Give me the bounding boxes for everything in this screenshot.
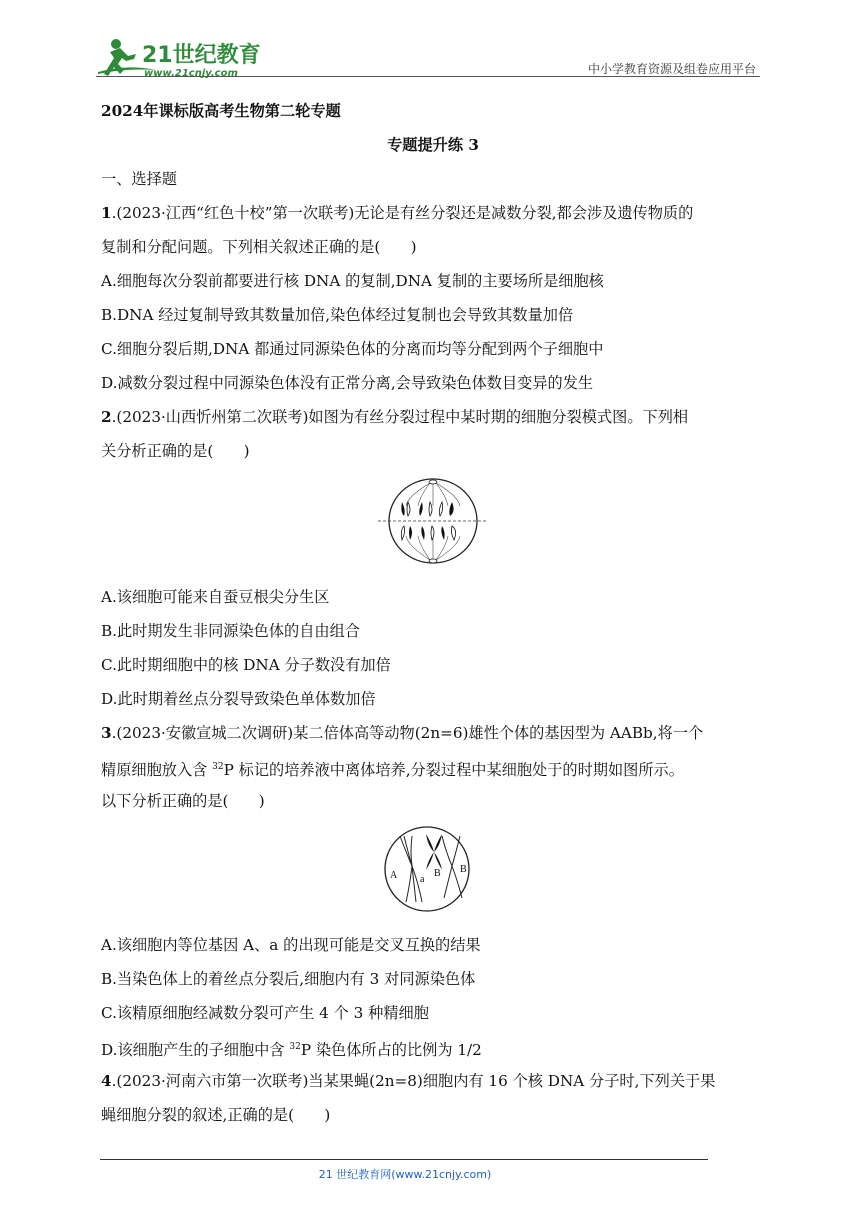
q3-option-a: A.该细胞内等位基因 A、a 的出现可能是交叉互换的结果 [101, 936, 481, 954]
q3-option-c: C.该精原细胞经减数分裂可产生 4 个 3 种精细胞 [101, 1004, 429, 1022]
meiosis-cell-figure [382, 824, 472, 914]
page-header [96, 34, 760, 80]
gene-label-A: A [390, 870, 398, 881]
q2-option-d: D.此时期着丝点分裂导致染色单体数加倍 [101, 690, 376, 708]
gene-label-B: B [460, 864, 467, 875]
gene-label-a: a [420, 874, 425, 885]
question-1-stem-cont: 复制和分配问题。下列相关叙述正确的是( ) [101, 238, 417, 256]
logo-21cnjy [96, 34, 266, 80]
svg-text:www.21cnjy.com: www.21cnjy.com [144, 68, 238, 79]
q3-option-b: B.当染色体上的着丝点分裂后,细胞内有 3 对同源染色体 [101, 970, 476, 988]
question-text: .(2023·江西“红色十校”第一次联考)无论是有丝分裂还是减数分裂,都会涉及遗传物质的 [111, 204, 694, 222]
isotope-superscript: 32 [212, 762, 224, 772]
option-text: D.该细胞产生的子细胞中含 [101, 1041, 290, 1060]
question-4-stem [101, 1070, 765, 1092]
question-number: 1 [101, 204, 112, 222]
question-1-stem [101, 202, 765, 224]
question-number: 3 [101, 724, 112, 742]
question-3-stem-cont2: 以下分析正确的是( ) [101, 792, 265, 810]
doc-subtitle: 专题提升练 3 [387, 136, 479, 154]
q1-option-b: B.DNA 经过复制导致其数量加倍,染色体经过复制也会导致其数量加倍 [101, 306, 574, 324]
question-4-stem-cont: 蝇细胞分裂的叙述,正确的是( ) [101, 1106, 331, 1124]
question-2-stem [101, 406, 765, 428]
doc-title: 2024年课标版高考生物第二轮专题 [101, 102, 341, 120]
q2-option-a: A.该细胞可能来自蚕豆根尖分生区 [101, 588, 330, 606]
isotope-superscript: 32 [289, 1042, 301, 1052]
question-text: .(2023·河南六市第一次联考)当某果蝇(2n=8)细胞内有 16 个核 DNA 分子时,下列关于果 [111, 1072, 716, 1090]
section-heading: 一、选择题 [101, 170, 177, 188]
svg-text:21世纪教育: 21世纪教育 [142, 43, 261, 68]
q1-option-d: D.减数分裂过程中同源染色体没有正常分离,会导致染色体数目变异的发生 [101, 374, 594, 392]
q3-option-d [101, 1036, 765, 1058]
q2-option-b: B.此时期发生非同源染色体的自由组合 [101, 622, 360, 640]
q1-option-a: A.细胞每次分裂前都要进行核 DNA 的复制,DNA 复制的主要场所是细胞核 [101, 272, 604, 290]
q1-option-c: C.细胞分裂后期,DNA 都通过同源染色体的分离而均等分配到两个子细胞中 [101, 340, 604, 358]
document-body [101, 100, 765, 1138]
option-text: P 染色体所占的比例为 1/2 [300, 1041, 482, 1060]
question-2-stem-cont: 关分析正确的是( ) [101, 442, 250, 460]
question-text: .(2023·安徽宣城二次调研)某二倍体高等动物(2n=6)雄性个体的基因型为 AABb,将一个 [111, 724, 704, 742]
question-3-stem-cont [101, 756, 765, 778]
question-text: .(2023·山西忻州第二次联考)如图为有丝分裂过程中某时期的细胞分裂模式图。下列相 [111, 408, 689, 426]
footer-link[interactable]: 21 世纪教育网(www.21cnjy.com) [318, 1168, 492, 1181]
header-divider [96, 76, 760, 77]
platform-tagline: 中小学教育资源及组卷应用平台 [587, 62, 756, 76]
mitosis-anaphase-figure [378, 476, 488, 566]
question-text: 精原细胞放入含 [101, 761, 213, 780]
question-number: 4 [101, 1072, 112, 1090]
gene-label-B: B [434, 868, 441, 879]
footer-divider [100, 1159, 708, 1160]
question-text: P 标记的培养液中离体培养,分裂过程中某细胞处于的时期如图所示。 [223, 761, 684, 780]
question-number: 2 [101, 408, 112, 426]
question-3-stem [101, 722, 765, 744]
q2-option-c: C.此时期细胞中的核 DNA 分子数没有加倍 [101, 656, 391, 674]
